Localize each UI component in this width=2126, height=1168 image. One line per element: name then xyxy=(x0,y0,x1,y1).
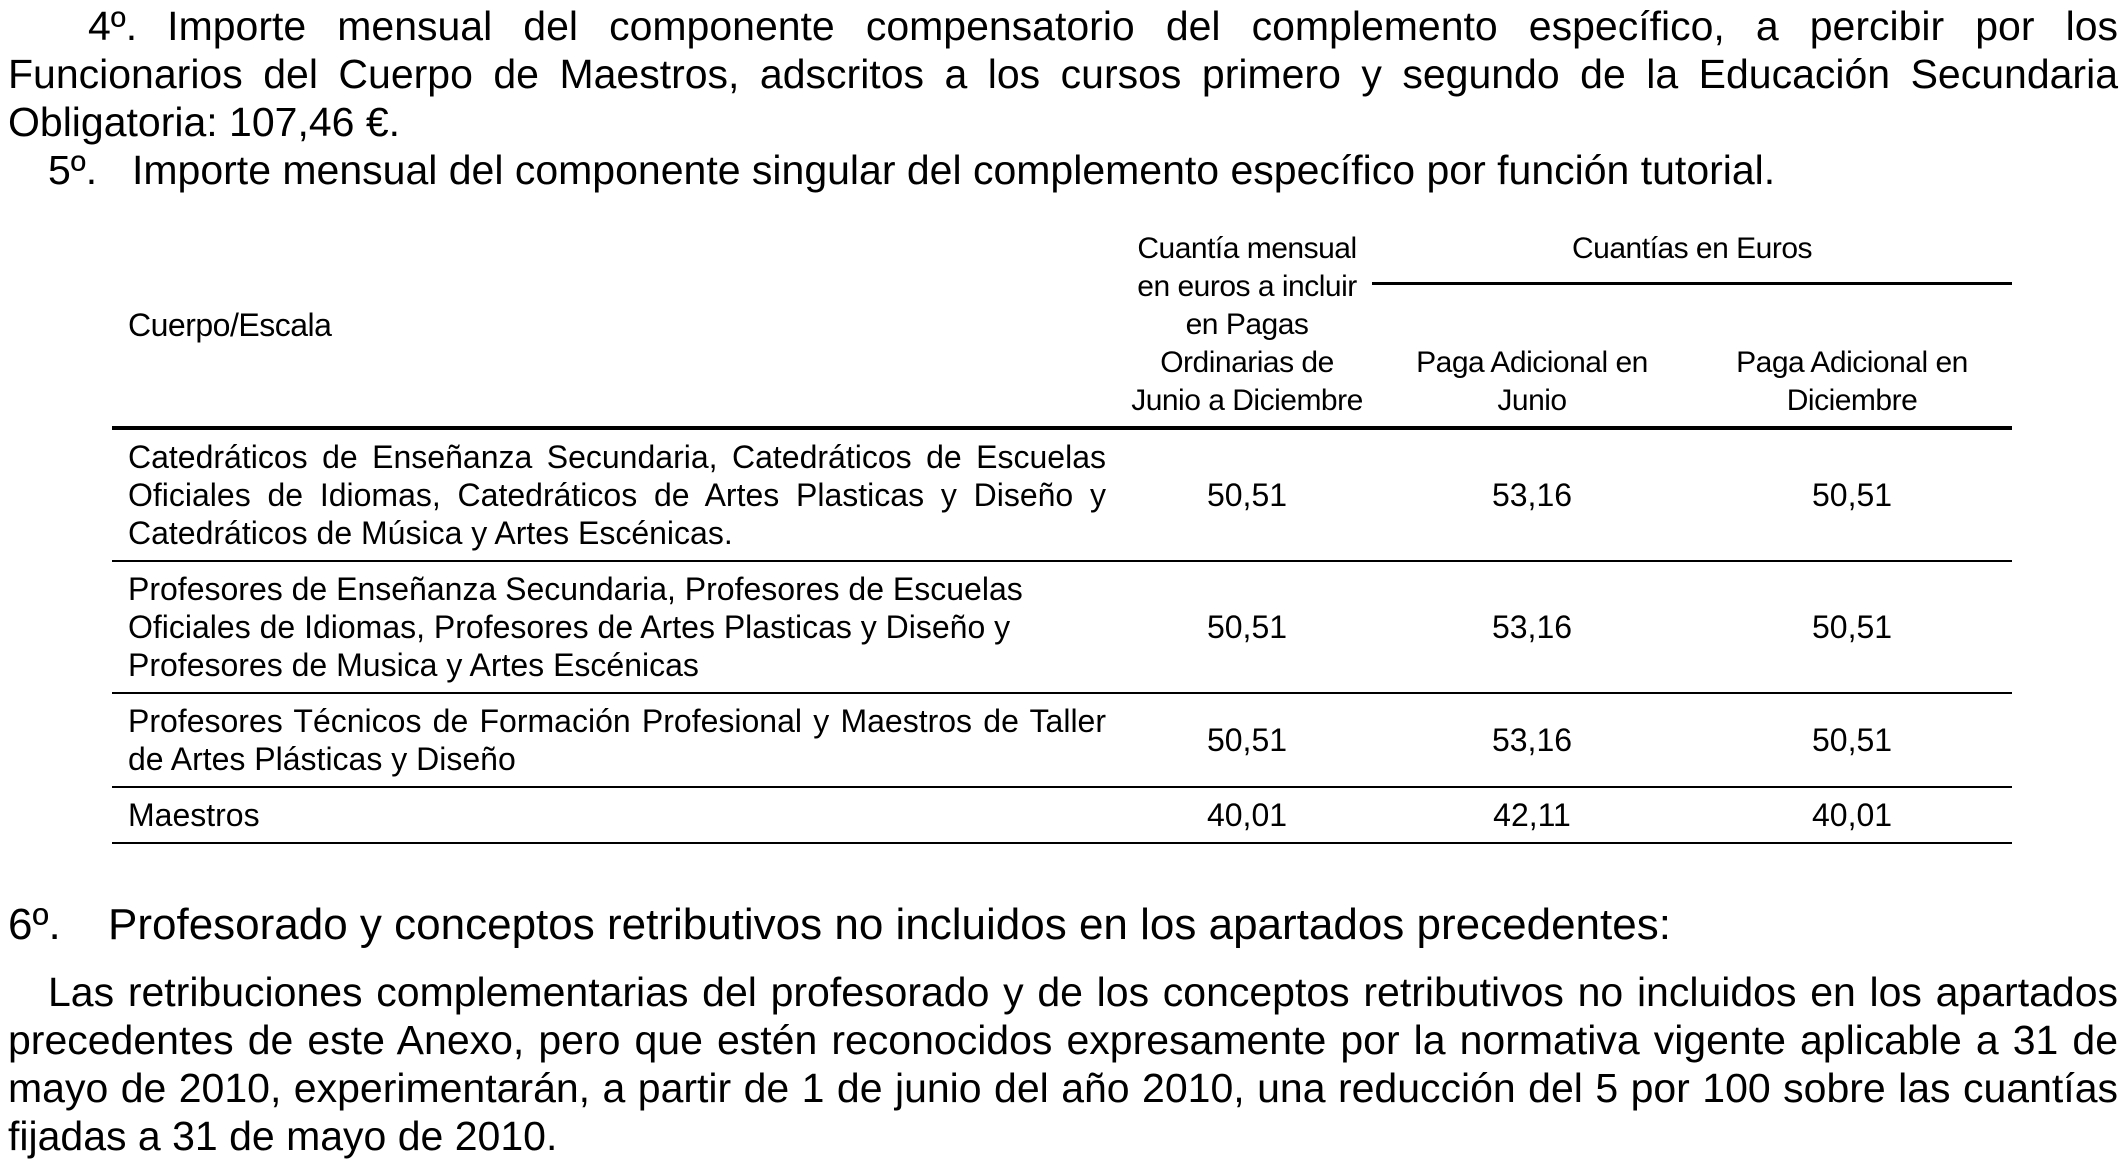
row-mensual: 50,51 xyxy=(1122,693,1372,787)
header-cuantia-mensual: Cuantía mensual en euros a incluir en Pagas Ordinarias de Junio a Diciembre xyxy=(1122,230,1372,428)
paragraph-6-heading-text: Profesorado y conceptos retributivos no incluidos en los apartados precedentes: xyxy=(108,900,1671,949)
table-row xyxy=(112,561,2012,693)
row-junio: 42,11 xyxy=(1372,787,1692,843)
row-mensual: 40,01 xyxy=(1122,787,1372,843)
table-row xyxy=(112,693,2012,787)
row-mensual: 50,51 xyxy=(1122,561,1372,693)
row-junio: 53,16 xyxy=(1372,428,1692,561)
paragraph-4 xyxy=(8,2,2118,146)
amounts-table xyxy=(112,230,2012,844)
tutorial-function-table xyxy=(112,230,2012,844)
row-mensual: 50,51 xyxy=(1122,428,1372,561)
row-label: Catedráticos de Enseñanza Secundaria, Catedráticos de Escuelas Oficiales de Idiomas, Catedráticos de Artes Plasticas y Diseño y Catedráticos de Música y Artes Escénicas. xyxy=(112,428,1122,561)
row-label: Maestros xyxy=(112,787,1122,843)
header-cuerpo-escala: Cuerpo/Escala xyxy=(112,230,1122,428)
row-diciembre: 40,01 xyxy=(1692,787,2012,843)
row-label: Profesores de Enseñanza Secundaria, Profesores de Escuelas Oficiales de Idiomas, Profesores de Artes Plasticas y Diseño y Profesores de Musica y Artes Escénicas xyxy=(112,561,1122,693)
table-row xyxy=(112,787,2012,843)
paragraph-4-text: Importe mensual del componente compensatorio del complemento específico, a percibir por los Funcionarios del Cuerpo de Maestros, adscritos a los cursos primero y segundo de la Educación Secundaria Obligatoria: 107,46 €. xyxy=(8,3,2118,145)
paragraph-6-heading xyxy=(8,900,1671,950)
row-diciembre: 50,51 xyxy=(1692,693,2012,787)
paragraph-6-number: 6º. xyxy=(8,900,61,949)
row-junio: 53,16 xyxy=(1372,693,1692,787)
paragraph-5 xyxy=(48,146,2108,194)
table-row xyxy=(112,428,2012,561)
paragraph-4-number: 4º. xyxy=(88,3,138,49)
paragraph-6-body: Las retribuciones complementarias del profesorado y de los conceptos retributivos no incluidos en los apartados precedentes de este Anexo, pero que estén reconocidos expresamente por la normativa vigente aplicable a 31 de mayo de 2010, experimentarán, a partir de 1 de junio del año 2010, una reducción del 5 por 100 sobre las cuantías fijadas a 31 de mayo de 2010. xyxy=(8,969,2118,1159)
row-diciembre: 50,51 xyxy=(1692,561,2012,693)
row-diciembre: 50,51 xyxy=(1692,428,2012,561)
header-paga-junio: Paga Adicional en Junio xyxy=(1372,283,1692,428)
header-cuantias-en-euros: Cuantías en Euros xyxy=(1372,230,2012,283)
row-junio: 53,16 xyxy=(1372,561,1692,693)
row-label: Profesores Técnicos de Formación Profesional y Maestros de Taller de Artes Plásticas y Diseño xyxy=(112,693,1122,787)
header-paga-diciembre: Paga Adicional en Diciembre xyxy=(1692,283,2012,428)
table-header-row-1 xyxy=(112,230,2012,283)
paragraph-5-text: Importe mensual del componente singular del complemento específico por función tutorial. xyxy=(132,147,1776,193)
paragraph-5-number: 5º. xyxy=(48,147,98,193)
